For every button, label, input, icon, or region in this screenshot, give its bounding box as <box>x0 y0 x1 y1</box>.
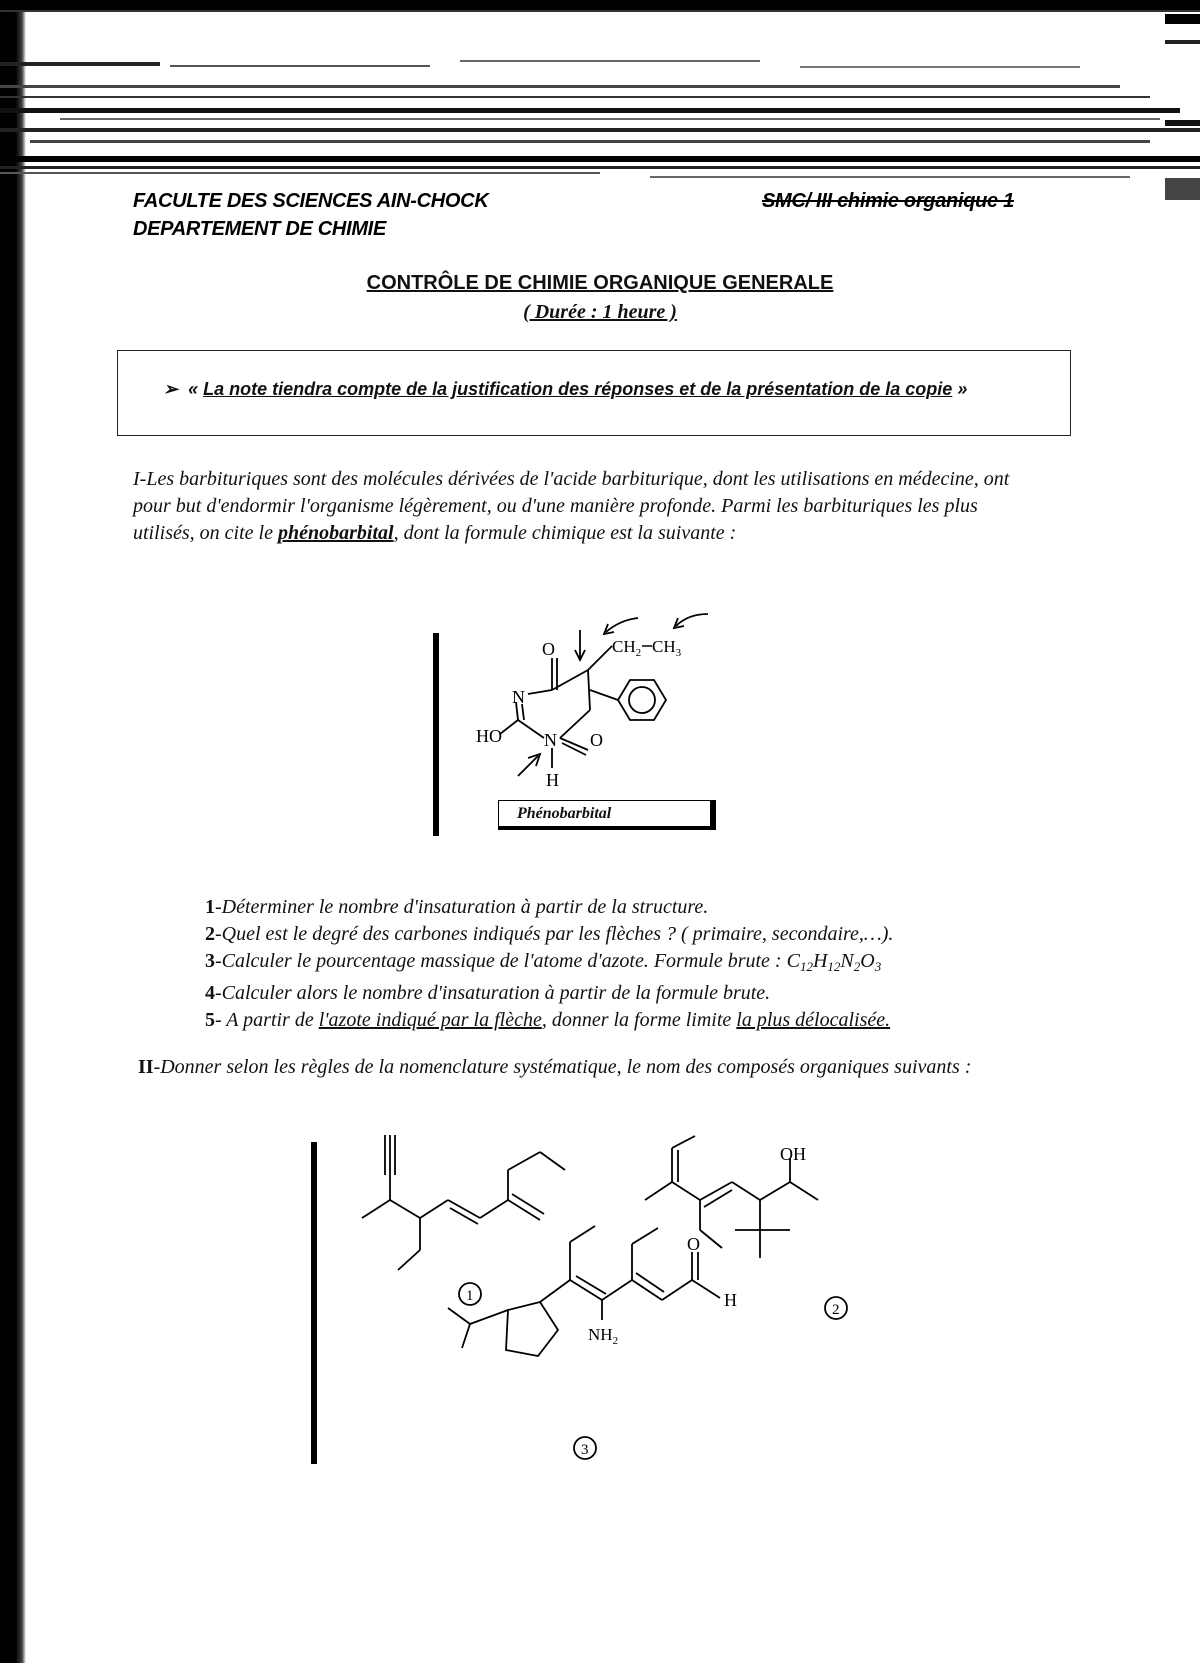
compound-2-number: 2 <box>832 1302 840 1318</box>
atom-n-ring: N <box>512 687 525 707</box>
compound-3-o: O <box>687 1234 700 1254</box>
course-code: SMC/ III chimie organique 1 <box>762 190 1014 212</box>
faculty-name: FACULTE DES SCIENCES AIN-CHOCK <box>133 190 489 212</box>
atom-n-bottom: N <box>544 730 557 750</box>
compound-3-h: H <box>724 1290 737 1310</box>
atom-ho: HO <box>476 726 502 746</box>
compound-3-nh2: $NH_2$ <box>588 1325 619 1347</box>
group-ch3: $CH_3$ <box>652 637 682 659</box>
scan-noise-top <box>0 0 1200 200</box>
section2-intro <box>138 1054 1018 1081</box>
note-text <box>163 379 1043 400</box>
exam-title: CONTRÔLE DE CHIMIE ORGANIQUE GENERALE <box>366 272 834 294</box>
compound-2-oh: OH <box>780 1144 806 1164</box>
compound-1-number: 1 <box>466 1288 474 1304</box>
figure1-side-bar <box>433 633 439 836</box>
atom-o-right: O <box>590 730 603 750</box>
section1-intro-text: I-Les barbituriques sont des molécules dérivées de l'acide barbiturique, dont les utilisations en médecine, ont pour but d'endormir l'organisme légèrement, ou d'une manière profonde. Parmi les barbituriques les plus utilisés, on cite le <box>133 468 1010 544</box>
phenobarbital-label: Phénobarbital <box>517 805 612 822</box>
group-ch2: $CH_2$ <box>612 637 642 659</box>
question-2: 2-Quel est le degré des carbones indiqués par les flèches ? ( primaire, secondaire,…). <box>205 923 894 945</box>
question-4: 4-Calculer alors le nombre d'insaturation à partir de la formule brute. <box>205 982 771 1004</box>
atom-h: H <box>546 770 559 790</box>
phenobarbital-label-box <box>498 800 716 830</box>
figure2-side-bar <box>311 1142 317 1464</box>
note-box <box>117 350 1071 436</box>
question-5: 5- A partir de l'azote indiqué par la flèche, donner la forme limite la plus délocalisée. <box>205 1009 891 1031</box>
section2-intro-text: -Donner selon les règles de la nomenclature systématique, le nom des composés organiques suivants : <box>153 1056 972 1078</box>
question-1: 1-Déterminer le nombre d'insaturation à partir de la structure. <box>205 896 709 918</box>
question-3: 3-Calculer le pourcentage massique de l'atome d'azote. Formule brute : $C_{12}H_{12}N_2O_3$ <box>205 950 882 974</box>
note-open-quote: « <box>188 379 204 399</box>
section2-number: II <box>138 1056 154 1078</box>
note-close-quote: » <box>952 379 968 399</box>
compounds-structures <box>340 1130 900 1470</box>
section1-intro <box>133 466 1013 547</box>
exam-duration: ( Durée : 1 heure ) <box>523 301 677 323</box>
department-name: DEPARTEMENT DE CHIMIE <box>133 218 386 240</box>
section1-questions <box>205 894 1105 1034</box>
scan-border-left <box>0 0 26 1663</box>
phenobarbital-highlight: phénobarbital <box>277 522 394 544</box>
atom-o-top: O <box>542 639 555 659</box>
section1-intro-end: , dont la formule chimique est la suivante : <box>393 522 737 544</box>
molecular-formula: $C_{12}H_{12}N_2O_3$ <box>786 950 882 974</box>
note-content: La note tiendra compte de la justification des réponses et de la présentation de la copie <box>203 379 953 399</box>
compound-3-number: 3 <box>581 1442 589 1458</box>
bullet-icon: ➢ <box>163 379 179 399</box>
